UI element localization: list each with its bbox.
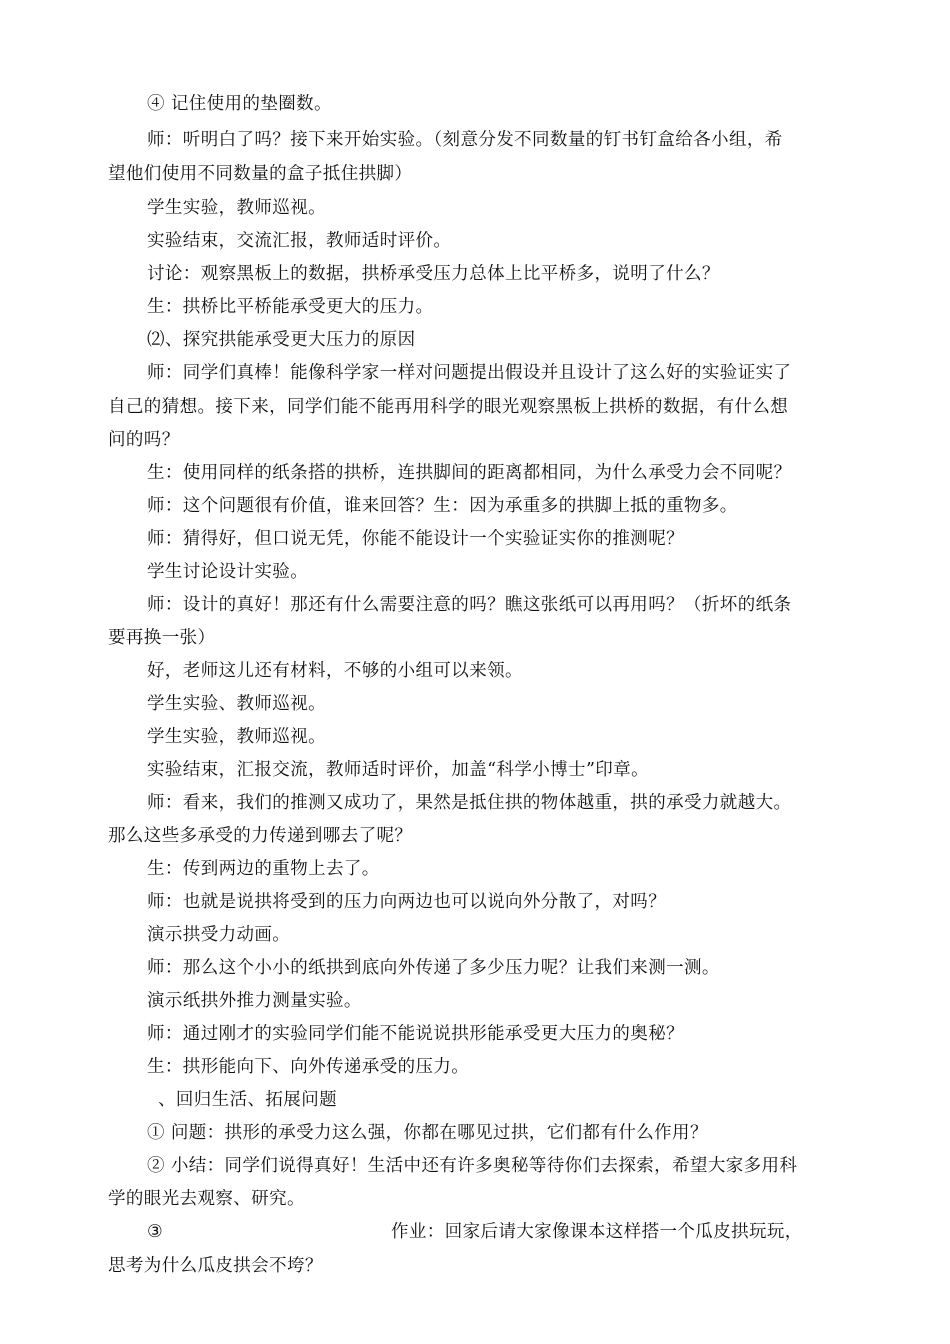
paragraph-line: 学生讨论设计实验。 [147, 562, 309, 582]
paragraph-line: 问的吗？ [108, 430, 180, 450]
homework-continuation: 思考为什么瓜皮拱会不垮？ [108, 1256, 323, 1276]
paragraph-line: 自己的猜想。接下来，同学们能不能再用科学的眼光观察黑板上拱桥的数据，有什么想 [108, 397, 789, 417]
paragraph-line: 学生实验、教师巡视。 [147, 694, 326, 714]
paragraph-line: 师：猜得好，但口说无凭，你能不能设计一个实验证实你的推测呢？ [147, 529, 684, 549]
paragraph-line: 师：同学们真棒！能像科学家一样对问题提出假设并且设计了这么好的实验证实了 [147, 363, 792, 383]
step-4-line: ④ 记住使用的垫圈数。 [147, 94, 332, 114]
paragraph-line: 师：听明白了吗？接下来开始实验。（刻意分发不同数量的钉书钉盒给各小组，希 [147, 130, 783, 150]
paragraph-line: 生：拱桥比平桥能承受更大的压力。 [147, 297, 434, 317]
paragraph-line: 那么这些多承受的力传递到哪去了呢？ [108, 826, 413, 846]
homework-line: 作业：回家后请大家像课本这样搭一个瓜皮拱玩玩， [391, 1222, 803, 1242]
paragraph-line: 学生实验，教师巡视。 [147, 727, 326, 747]
section-heading: 、回归生活、拓展问题 [158, 1090, 337, 1110]
step-3-marker: ③ [147, 1222, 164, 1242]
paragraph-line: 演示纸拱外推力测量实验。 [147, 991, 362, 1011]
paragraph-line: 学生实验，教师巡视。 [147, 198, 326, 218]
step-1-line: ① 问题：拱形的承受力这么强，你都在哪见过拱，它们都有什么作用？ [147, 1123, 708, 1143]
paragraph-line: 望他们使用不同数量的盒子抵住拱脚） [108, 164, 413, 184]
section-heading: ⑵、探究拱能承受更大压力的原因 [147, 330, 416, 350]
paragraph-line: 师：也就是说拱将受到的压力向两边也可以说向外分散了，对吗？ [147, 892, 667, 912]
paragraph-line: 师：那么这个小小的纸拱到底向外传递了多少压力呢？让我们来测一测。 [147, 958, 720, 978]
paragraph-line: 实验结束，汇报交流，教师适时评价，加盖“科学小博士”印章。 [147, 760, 649, 780]
paragraph-line: 师：看来，我们的推测又成功了，果然是抵住拱的物体越重，拱的承受力就越大。 [147, 793, 792, 813]
paragraph-line: 好，老师这儿还有材料，不够的小组可以来领。 [147, 661, 523, 681]
paragraph-line: 生：使用同样的纸条搭的拱桥，连拱脚间的距离都相同，为什么承受力会不同呢？ [147, 463, 792, 483]
step-2-line: ② 小结：同学们说得真好！生活中还有许多奥秘等待你们去探索，希望大家多用科 [147, 1156, 798, 1176]
paragraph-line: 师：设计的真好！那还有什么需要注意的吗？瞧这张纸可以再用吗？（折坏的纸条 [147, 595, 792, 615]
paragraph-line: 师：通过刚才的实验同学们能不能说说拱形能承受更大压力的奥秘？ [147, 1024, 684, 1044]
paragraph-line: 生：拱形能向下、向外传递承受的压力。 [147, 1057, 470, 1077]
paragraph-line: 演示拱受力动画。 [147, 925, 291, 945]
paragraph-line: 学的眼光去观察、研究。 [108, 1189, 305, 1209]
paragraph-line: 师：这个问题很有价值，谁来回答？生：因为承重多的拱脚上抵的重物多。 [147, 496, 738, 516]
paragraph-line: 实验结束，交流汇报，教师适时评价。 [147, 231, 452, 251]
paragraph-line: 生：传到两边的重物上去了。 [147, 859, 380, 879]
paragraph-line: 要再换一张） [108, 628, 216, 648]
paragraph-line: 讨论：观察黑板上的数据，拱桥承受压力总体上比平桥多，说明了什么？ [147, 264, 720, 284]
